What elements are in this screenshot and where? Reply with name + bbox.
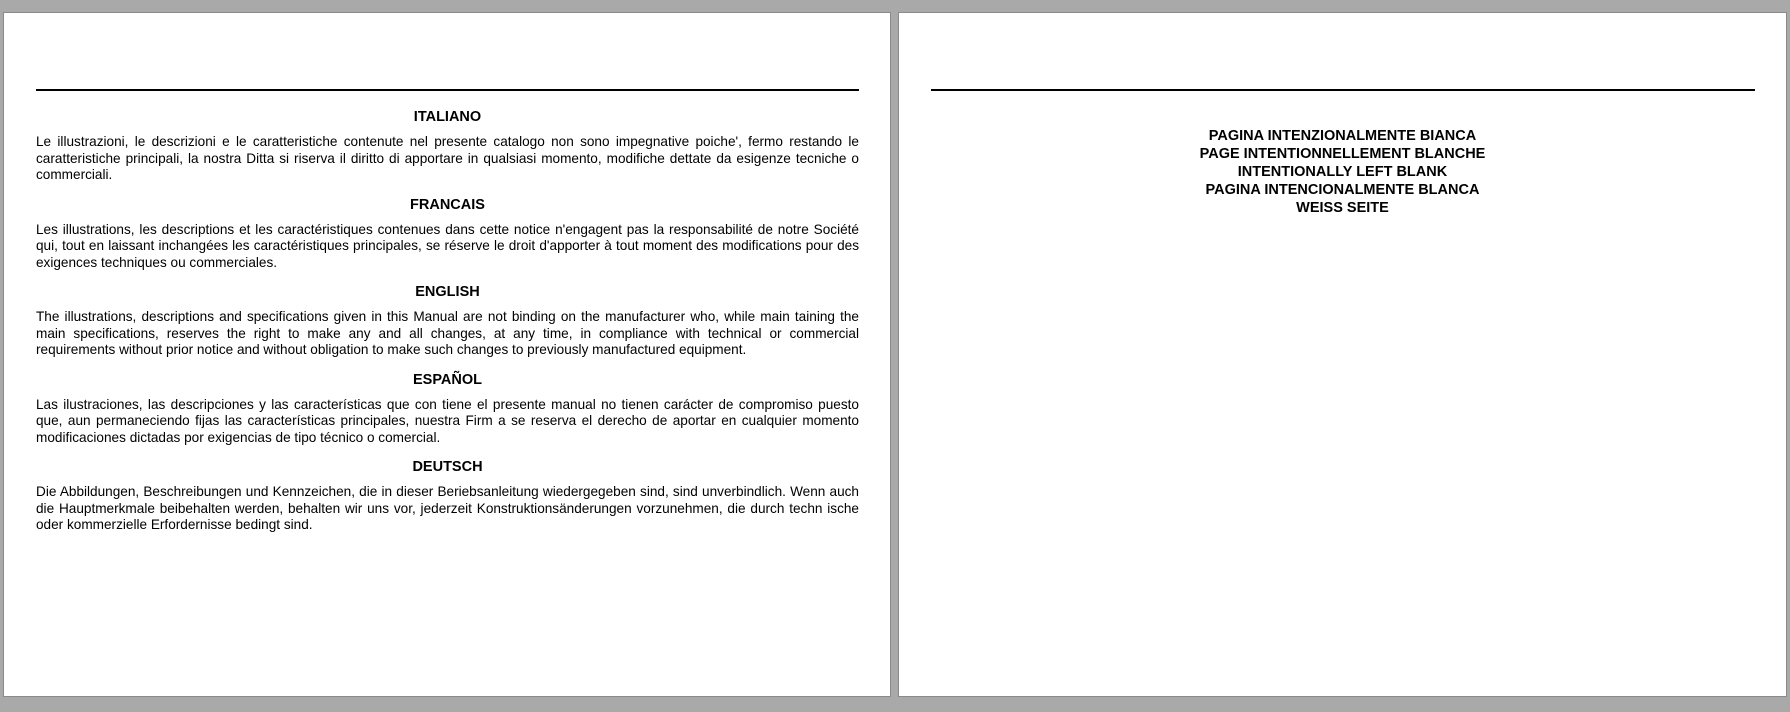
header-rule (931, 89, 1755, 91)
blank-notice-line: PAGINA INTENCIONALMENTE BLANCA (1205, 182, 1480, 198)
section-body: Les illustrations, les descriptions et les caractéristiques contenues dans cette notice n'engagent pas la responsabilité de notre Société qui, tout en laissant inchangées les caractéristiques principales, se réserve le droit d'apporter à tout moment des modifications pour des exigences techniques ou commerciales. (36, 221, 859, 270)
blank-notice-line: PAGINA INTENZIONALMENTE BIANCA (1208, 128, 1477, 144)
blank-page-notice (899, 127, 1786, 217)
section-title: DEUTSCH (412, 459, 483, 475)
section-espanol (36, 371, 859, 447)
document-page-right (898, 12, 1787, 697)
section-francais (36, 196, 859, 272)
section-title: ITALIANO (413, 109, 482, 125)
section-body: The illustrations, descriptions and specifications given in this Manual are not binding on the manufacturer who, while main taining the main specifications, reserves the right to make any and all changes, at any time, in compliance with technical or commercial requirements without prior notice and without obligation to make such changes to previously manufactured equipment. (36, 309, 859, 357)
section-title: ENGLISH (415, 284, 480, 300)
section-english (36, 283, 859, 359)
disclaimer-content (36, 103, 859, 546)
section-body: Le illustrazioni, le descrizioni e le caratteristiche contenute nel presente catalogo non sono impegnative poiche', fermo restando le caratteristiche principali, la nostra Ditta si riserva il diritto di apportare in qualsiasi momento, modifiche dettate da esigenze tecniche o commerciali. (36, 134, 859, 182)
blank-notice-line: WEISS SEITE (1296, 200, 1389, 216)
section-italiano (36, 108, 859, 184)
section-body: Die Abbildungen, Beschreibungen und Kennzeichen, die in dieser Beriebsanleitung wiedergegeben sind, sind unverbindlich. Wenn auch die Hauptmerkmale beibehalten werden, behalten wir uns vor, jederzeit Konstruktionsänderungen vorzunehmen, die durch techn ische oder kommerzielle Erfordernisse bedingt sind. (36, 484, 859, 532)
blank-notice-line: INTENTIONALLY LEFT BLANK (1237, 164, 1448, 180)
section-body: Las ilustraciones, las descripciones y las características que con tiene el presente manual no tienen carácter de compromiso puesto que, aun permaneciendo fijas las características principales, nuestra Firm a se reserva el derecho de aportar en cualquier momento modificaciones dictadas por exigencias de tipo técnico o comercial. (36, 396, 859, 445)
section-title: ESPAÑOL (412, 371, 483, 388)
document-page-left (3, 12, 891, 697)
section-deutsch (36, 458, 859, 534)
header-rule (36, 89, 859, 91)
section-title: FRANCAIS (410, 196, 485, 213)
blank-notice-line: PAGE INTENTIONNELLEMENT BLANCHE (1199, 146, 1486, 162)
